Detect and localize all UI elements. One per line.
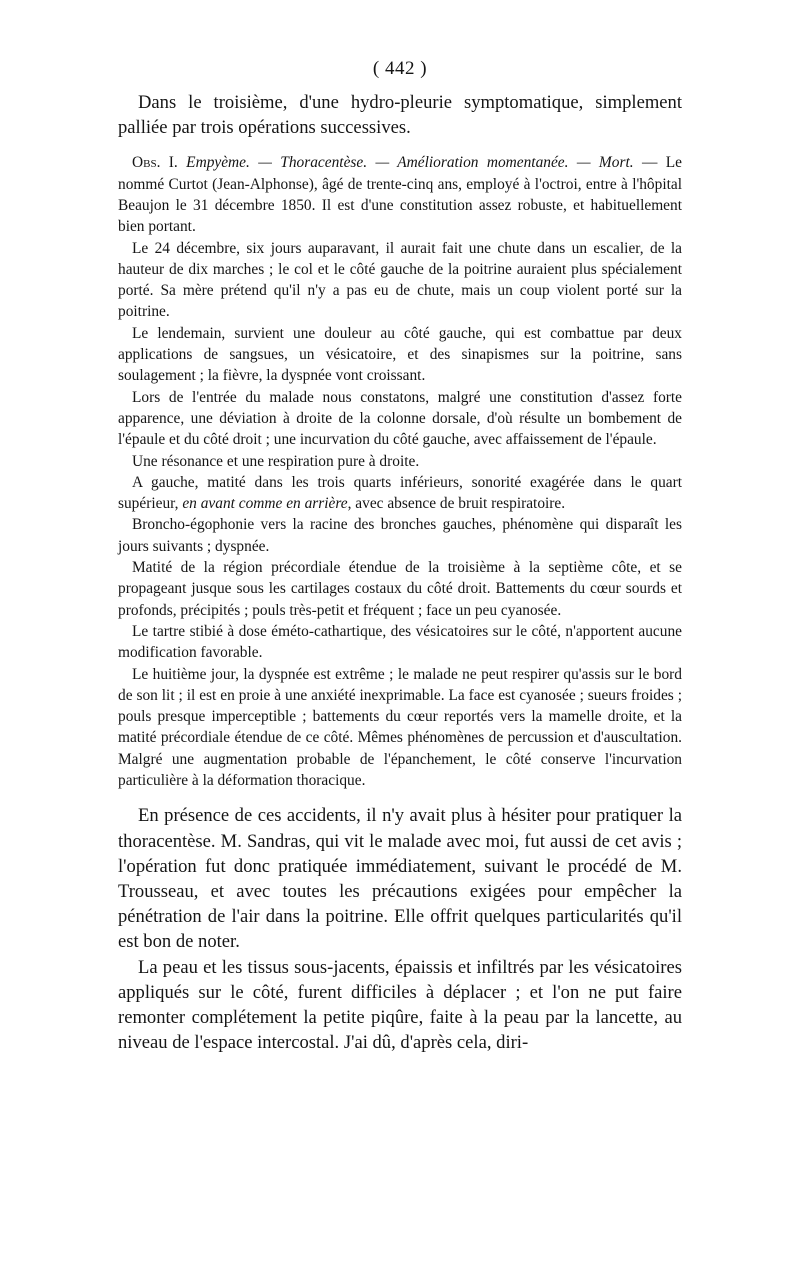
gauche-italic: en avant comme en arrière bbox=[182, 495, 348, 513]
huitieme-paragraph: Le huitième jour, la dyspnée est extrême ; le malade ne peut respirer qu'assis sur le bord de son lit ; il est en proie à une anxiété inexprimable. La face est cyanosée ; sueurs froides ; pouls presque imperceptible ; battements du cœur reportés vers la mamelle droite, et la matité précordiale étendue de ce côté. Mêmes phénomènes de percussion et d'auscultation. Malgré une augmentation probable de l'épanchement, le côté conserve l'incurvation particulière à la déformation thoracique. bbox=[118, 665, 682, 790]
peau-paragraph: La peau et les tissus sous-jacents, épaissis et infiltrés par les vésicatoires appliqués sur le côté, furent difficiles à déplacer ; et l'on ne put faire remonter complétement la petite piqûre, faite à la peau par la lancette, au niveau de l'espace intercostal. J'ai dû, d'après cela, diri- bbox=[118, 956, 682, 1054]
observation-title: Empyème. — Thoracentèse. — Amélioration momentanée. — Mort. bbox=[186, 154, 634, 172]
page-number: ( 442 ) bbox=[372, 58, 428, 79]
intro-paragraph: Dans le troisième, d'une hydro-pleurie symptomatique, simplement palliée par trois opérations successives. bbox=[118, 92, 682, 139]
entree-paragraph: Lors de l'entrée du malade nous constatons, malgré une constitution d'assez forte apparence, une déviation à droite de la colonne dorsale, d'où résulte un bombement de l'épaule et du côté droit ; une incurvation du côté gauche, avec affaissement de l'épaule. bbox=[118, 388, 682, 449]
book-page bbox=[118, 58, 682, 1055]
thoracentese-paragraph: En présence de ces accidents, il n'y avait plus à hésiter pour pratiquer la thoracentèse. M. Sandras, qui vit le malade avec moi, fut aussi de cet avis ; l'opération fut donc pratiquée immédiatement, suivant le procédé de M. Trousseau, et avec toutes les précautions exigées pour empêcher la pénétration de l'air dans la poitrine. Elle offrit quelques particularités qu'il est bon de noter. bbox=[118, 805, 682, 953]
resonance-paragraph: Une résonance et une respiration pure à droite. bbox=[132, 452, 420, 470]
observation-body: — Le nommé Curtot (Jean-Alphonse), âgé de trente-cinq ans, employé à l'octroi, entre à l'hôpital Beaujon le 31 décembre 1850. Il est d'une constitution assez robuste, et habituellement bien portant. bbox=[118, 154, 682, 236]
broncho-paragraph: Broncho-égophonie vers la racine des bronches gauches, phénomène qui disparaît les jours suivants ; dyspnée. bbox=[118, 516, 682, 555]
chute-paragraph: Le 24 décembre, six jours auparavant, il aurait fait une chute dans un escalier, de la hauteur de dix marches ; le col et le côté gauche de la poitrine auraient plus spécialement porté. Sa mère prétend qu'il n'y a pas eu de chute, mais un coup violent porté sur la poitrine. bbox=[118, 239, 682, 321]
matite-paragraph: Matité de la région précordiale étendue de la troisième à la septième côte, et se propageant jusque sous les cartilages costaux du côté droit. Battements du cœur sourds et profonds, précipités ; pouls très-petit et fréquent ; face un peu cyanosée. bbox=[118, 559, 682, 619]
main-text-block bbox=[118, 803, 682, 1055]
gauche-text-end: , avec absence de bruit respiratoire. bbox=[347, 495, 566, 513]
observation-label: Obs. I. bbox=[132, 154, 178, 172]
lendemain-paragraph: Le lendemain, survient une douleur au côté gauche, qui est combattue par deux applications de sangsues, un vésicatoire, et des sinapismes sur la poitrine, sans soulagement ; la fièvre, la dyspnée vont croissant. bbox=[118, 324, 682, 385]
observation-paragraph bbox=[118, 152, 682, 237]
gauche-paragraph bbox=[118, 472, 682, 515]
tartre-paragraph: Le tartre stibié à dose éméto-cathartique, des vésicatoires sur le côté, n'apportent aucune modification favorable. bbox=[118, 622, 682, 662]
gauche-text-start: A gauche, matité dans les trois quarts inférieurs, sonorité exagérée dans le quart supérieur, bbox=[118, 473, 682, 513]
